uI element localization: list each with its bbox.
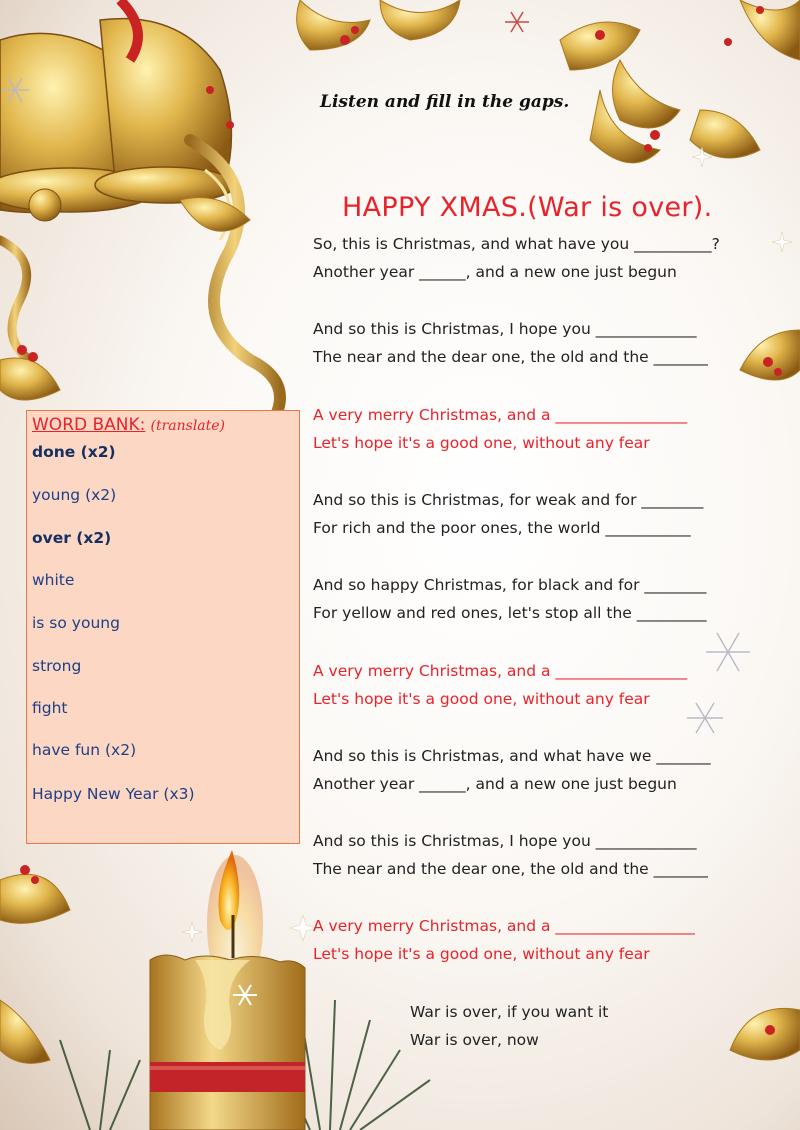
word-bank-header [32, 415, 225, 435]
chorus-line: A very merry Christmas, and a __________________ [313, 917, 695, 935]
lyric-line: The near and the dear one, the old and the _______ [313, 860, 708, 878]
word-bank-item: have fun (x2) [32, 741, 137, 759]
word-bank-title: WORD BANK: [32, 415, 146, 435]
word-bank-box [26, 410, 300, 844]
lyric-line: The near and the dear one, the old and the _______ [313, 348, 708, 366]
chorus-line: Let's hope it's a good one, without any fear [313, 434, 650, 452]
closing-line: War is over, if you want it [410, 1003, 609, 1021]
lyric-line: So, this is Christmas, and what have you __________? [313, 235, 720, 253]
lyric-line: Another year ______, and a new one just begun [313, 775, 677, 793]
word-bank-item: done (x2) [32, 443, 116, 461]
word-bank-item: is so young [32, 614, 120, 632]
chorus-line: Let's hope it's a good one, without any fear [313, 690, 650, 708]
closing-line: War is over, now [410, 1031, 539, 1049]
word-bank-item: Happy New Year (x3) [32, 785, 195, 803]
instruction-text: Listen and fill in the gaps. [320, 92, 570, 112]
word-bank-item: young (x2) [32, 486, 117, 504]
word-bank-item: white [32, 571, 75, 589]
lyric-line: And so this is Christmas, and what have we _______ [313, 747, 711, 765]
lyric-line: And so happy Christmas, for black and for ________ [313, 576, 707, 594]
word-bank-subtitle: (translate) [150, 418, 226, 434]
word-bank-item: strong [32, 657, 82, 675]
lyric-line: And so this is Christmas, I hope you _____________ [313, 320, 697, 338]
word-bank-item: over (x2) [32, 529, 112, 547]
word-bank-item: fight [32, 699, 68, 717]
lyric-line: And so this is Christmas, for weak and for ________ [313, 491, 704, 509]
lyric-line: And so this is Christmas, I hope you _____________ [313, 832, 697, 850]
lyric-line: Another year ______, and a new one just begun [313, 263, 677, 281]
chorus-line: A very merry Christmas, and a _________________ [313, 406, 688, 424]
lyric-line: For yellow and red ones, let's stop all the _________ [313, 604, 707, 622]
song-title: HAPPY XMAS.(War is over). [342, 192, 713, 223]
lyric-line: For rich and the poor ones, the world ___________ [313, 519, 691, 537]
chorus-line: Let's hope it's a good one, without any fear [313, 945, 650, 963]
chorus-line: A very merry Christmas, and a _________________ [313, 662, 688, 680]
